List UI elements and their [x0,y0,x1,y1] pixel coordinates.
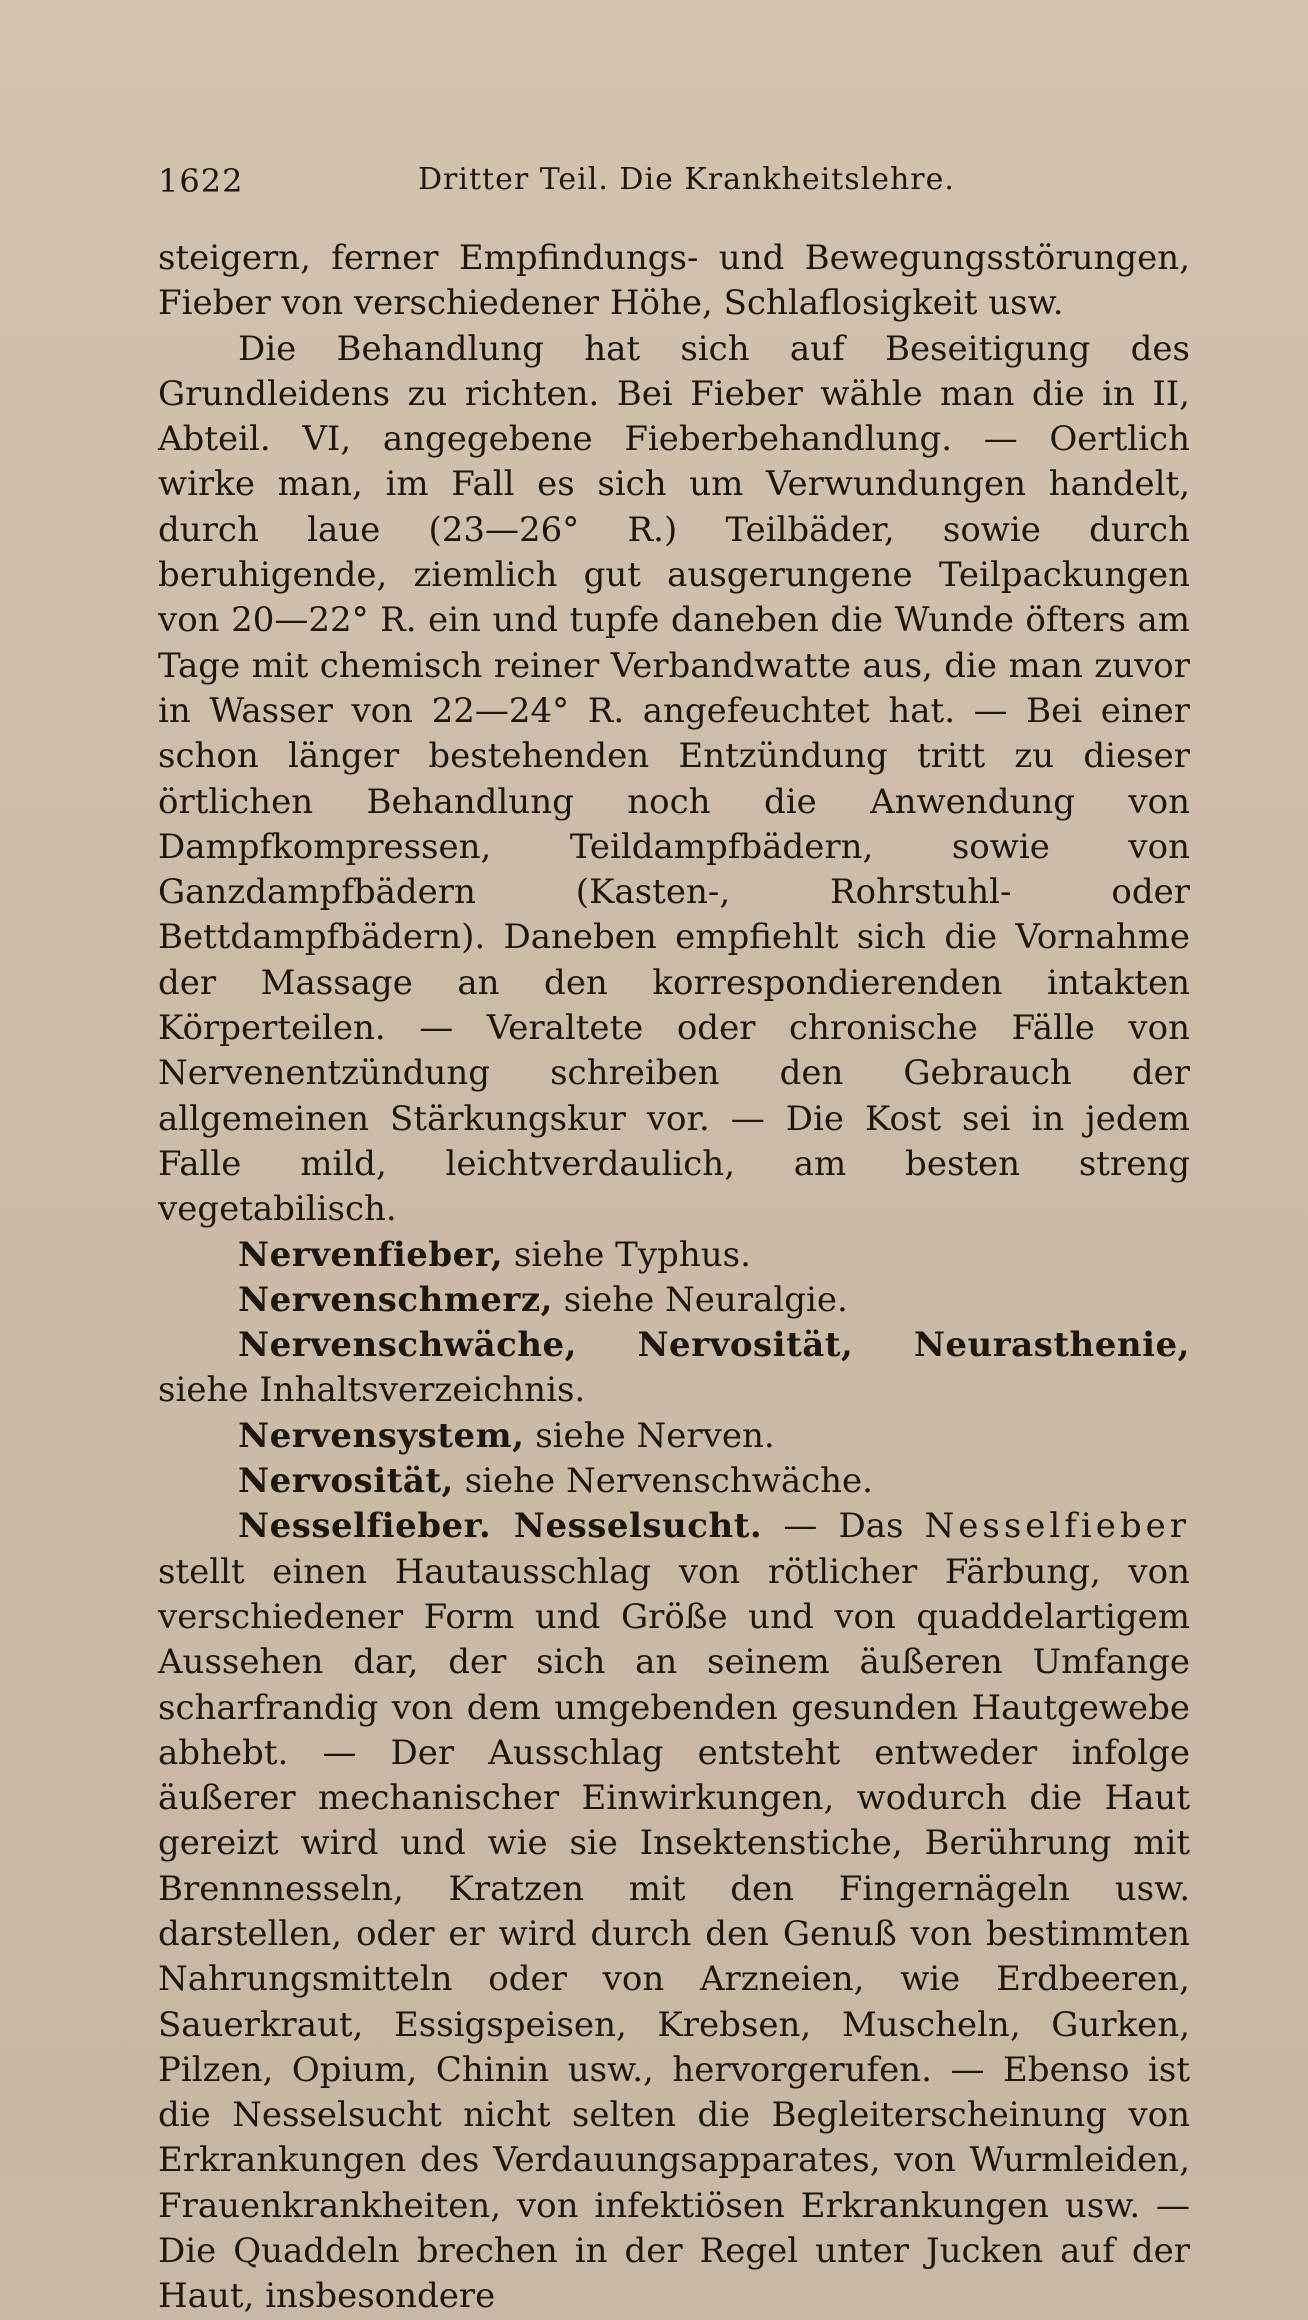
entry-text: siehe Nervenschwäche. [453,1461,873,1502]
entry-text: siehe Neuralgie. [552,1279,848,1320]
page-header [158,158,1198,204]
headword: Nervenfieber, [238,1234,504,1275]
spaced-term: Nesselfieber [924,1506,1191,1547]
running-head: Dritter Teil. Die Krankheitslehre. [418,162,955,197]
page-number: 1622 [158,162,244,200]
paragraph-continuation: steigern, ferner Empfindungs- und Bewegungsstörungen, Fieber von verschiedener Höhe, Schlaflosigkeit usw. [158,238,1190,324]
entry-nervenschwaeche [158,1323,1190,1414]
entry-nervensystem [158,1414,1190,1459]
entry-nesselfieber [158,1504,1190,2319]
headword: Nervensystem, [238,1415,525,1456]
entry-text: stellt einen Hautausschlag von rötlicher Färbung, von verschiedener Form und Größe und von quaddelartigem Aussehen dar, der sich an seinem äußeren Umfange scharfrandig von dem umgebenden gesunden Hautgewebe abhebt. — Der Ausschlag entsteht entweder infolge äußerer mechanischer Einwirkungen, wodurch die Haut gereizt wird und wie sie Insektenstiche, Berührung mit Brennnesseln, Kratzen mit den Fingernägeln usw. darstellen, oder er wird durch den Genuß von bestimmten Nahrungsmitteln oder von Arzneien, wie Erdbeeren, Sauerkraut, Essigspeisen, Krebsen, Muscheln, Gurken, Pilzen, Opium, Chinin usw., hervorgerufen. — Ebenso ist die Nesselsucht nicht selten die Begleiterscheinung von Erkrankungen des Verdauungsapparates, von Wurmleiden, Frauenkrankheiten, von infektiösen Erkrankungen usw. — Die Quaddeln brechen in der Regel unter Jucken auf der Haut, insbesondere [158,1551,1190,2317]
entry-nervositaet [158,1459,1190,1504]
headword: Nervosität, [238,1461,454,1502]
entry-nervenfieber [158,1233,1190,1278]
headword: Nesselfieber. Nesselsucht. [238,1506,763,1547]
paragraph-treatment: Die Behandlung hat sich auf Beseitigung des Grundleidens zu richten. Bei Fieber wähle man die in II, Abteil. VI, angegebene Fieberbehandlung. — Oertlich wirke man, im Fall es sich um Verwundungen handelt, durch laue (23—26° R.) Teilbäder, sowie durch beruhigende, ziemlich gut ausgerungene Teilpackungen von 20—22° R. ein und tupfe daneben die Wunde öfters am Tage mit chemisch reiner Verbandwatte aus, die man zuvor in Wasser von 22—24° R. angefeuchtet hat. — Bei einer schon länger bestehenden Entzündung tritt zu dieser örtlichen Behandlung noch die Anwendung von Dampfkompressen, Teildampfbädern, sowie von Ganzdampfbädern (Kasten-, Rohrstuhl- oder Bettdampfbädern). Daneben empfiehlt sich die Vornahme der Massage an den korrespondierenden intakten Körperteilen. — Veraltete oder chronische Fälle von Nervenentzündung schreiben den Gebrauch der allgemeinen Stärkungskur vor. — Die Kost sei in jedem Falle mild, leichtverdaulich, am besten streng vegetabilisch. [158,328,1190,1230]
entry-text: siehe Nerven. [524,1415,775,1456]
headword: Nervenschmerz, [238,1279,553,1320]
page-content [158,236,1190,2320]
entry-nervenschmerz [158,1278,1190,1323]
headword: Nervenschwäche, Nervosität, Neurasthenie, [238,1325,1190,1366]
entry-text: siehe Typhus. [503,1234,751,1275]
entry-text: siehe Inhaltsverzeichnis. [158,1370,586,1411]
entry-lead: — Das [762,1506,925,1547]
